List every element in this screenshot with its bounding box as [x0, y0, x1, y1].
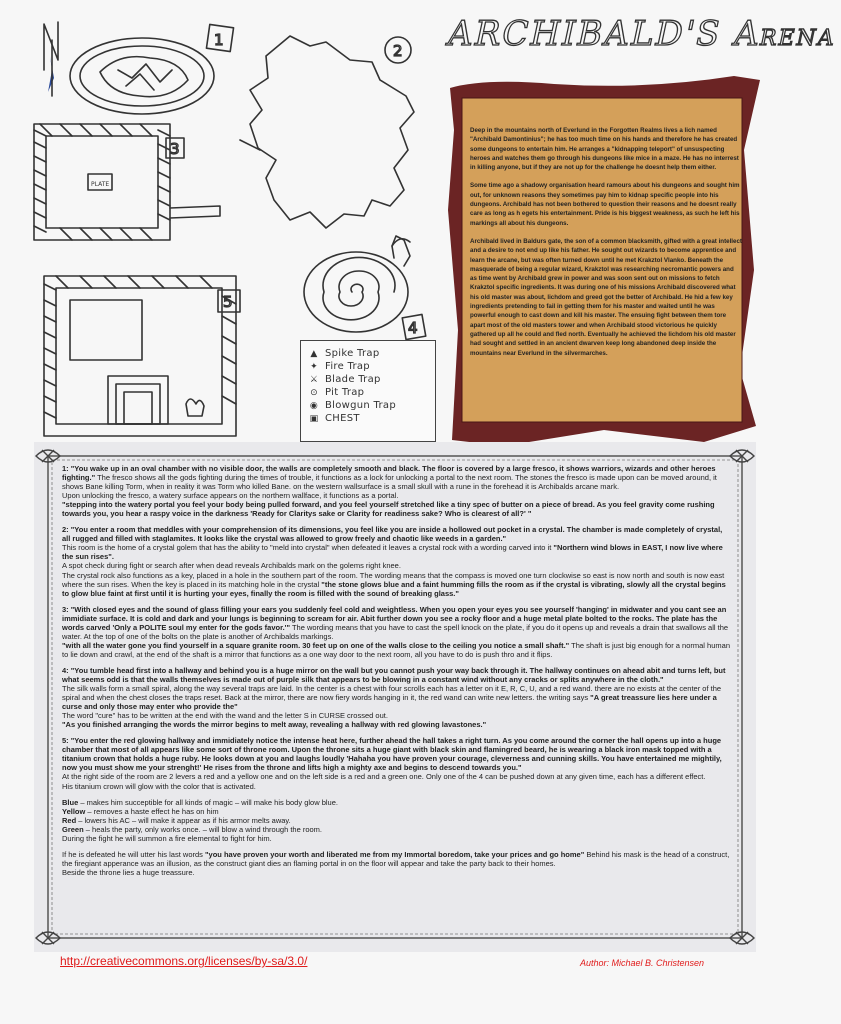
room-number-3: 3: [170, 140, 180, 158]
room-2-crystal-cave: [240, 36, 414, 228]
room-5-throne-room: [44, 276, 240, 436]
legend-item: ✦ Fire Trap: [310, 361, 370, 372]
room-3-granite-room: [34, 124, 220, 240]
ending-description: If he is defeated he will utter his last words "you have proven your worth and liberated me from my Immortal boredom, take your prices and go home" Behind his mask is the head of a construct, the firegiant apperance was an illusion, as the construct giant dies an flaming portal in on the floor will appear and take the party back to their homes. Beside the throne lies a huge treassure.: [62, 849, 730, 877]
blowgun-trap-icon: ◉: [309, 400, 319, 411]
room-3-plate-label: PLATE: [91, 181, 110, 188]
room-1-description: 1: "You wake up in an oval chamber with no visible door, the walls are completely smooth and black. The floor is covered by a large fresco, it shows warriors, wizards and other heroes fighting." The fresco shows all the gods fighting during the times of trouble, it functions as a lock for unlocking a portal to the next room. The stones the fresco is made upon can be moved around, it shows Bane killing Torm, when in reality it was Torm who killed Bane. on the western wallsurface is a small skull with a rune in the forehead it is Archibalds arcane mark. Upon unlocking the fresco, a watery surface appears on the northern wallface, it functions as a portal. "stepping into the watery portal you feel your body being pulled forward, and you feel yourself stretched like a tiny spec of butter on a piece of bread. As you feel gravity come rushing towards you, you hear a raspy voice in the darkness 'Ready for Claritys sake or Clarity for readiness sake? Who is clearest of all?' ": [62, 464, 717, 519]
fire-trap-icon: ✦: [310, 361, 318, 372]
room-5-description: 5: "You enter the red glowing hallway and immidiately notice the intense heat here, further ahead the hall takes a right turn. As you come around the corner the hall opens up into a huge chamber that most of all appears like some sort of throne room. Upon the throne sits a huge giant with black skin and flamingred beard, he is wearing a black iron mask topped with a titanium crown that holds a huge ruby. He looks down at you and laughs loudly 'Hahaha you have proven your courage, cleverness and cunning skills. You have entertained me mightily, now you must show me your strenght!' He rises from the throne and lifts high a mighty axe and begins to descend towards you." At the right side of the room are 2 levers a red and a yellow one and on the left side is a red and a green one. Only one of the 4 can be pushed down at any given time, each has a different effect. His titanium crown will glow with the color that is activated.: [62, 736, 722, 791]
lore-paragraph: Some time ago a shadowy organisation heard ramours about his dungeons and sought him out, for unknown reasons they sometimes pay him to kidnap specific people into his dungeons. Archibald has not been bothered to question their reasons and he doesnt really care as long as h egets his entertainment. Pride is his biggest weakness, as such he left his markings all about his dungeons.: [470, 182, 740, 227]
lore-paragraph: Archibald lived in Baldurs gate, the son of a common blacksmith, gifted with a great intellect and a desire to not end up like his father. He sought out wizards to become apprentice and learn the arcane, but was often turned down until he met Krakztol Vlanko. Beneath the masquerade of being a regular wizard, Krakztol was researching necromantic powers and as time went by Archibald grew in power and was soon sent out on missions to fetch Krakztol specific ingredients. It was during one of his missions Archibald discovered what his old master was about, lichdom and greed got the better of Archibald. He hid a few key ingredients pretending to fail in getting them for his master and waited until he was powerful enough to cast down and kill his master. The ensuing fight between them tore apart most of the old masters tower and when Archibald stood victorious he quickly gathered up all he could and fled north. Eventually he achieved the lichdom his old master had sought and settled in an ancient dwarven keep long abandoned deep inside the mountains near Everlund in the silvermarches.: [470, 237, 742, 357]
room-4-description: 4: "You tumble head first into a hallway and behind you is a huge mirror on the wall but you cannot push your way back through it. The hallway continues on ahead abit and turns left, but what seems odd is that the walls themselves is made out of purple silk that appears to be blowing in a constant wind without any cracks or splits anywhere in the cloth." The silk walls form a small spiral, along the way several traps are laid. In the center is a chest with four scrolls each has a letter on it E, R, C, U, and a red wand. there are no exists at the center of the spiral and when the chest closes the traps reset. Back at the mirror, there are now fiery words hanging in it, the red wand can write new letters. the writing says "A great treassure lies here under a curse and only those may enter who provide the" The word "cure" has to be written at the end with the wand and the letter S in CURSE crossed out. "As you finished arranging the words the mirror begins to melt away, revealing a hallway with red glowing lavastones.": [62, 665, 726, 730]
page-title: ARCHIBALD'S ARENA: [443, 14, 839, 54]
lever-effects: Blue – makes him succeptible for all kinds of magic – will make his body glow blue. Yellow – removes a haste effect he has on him Red – lowers his AC – will make it appear as if his armor melts away. Green – heals the party, only works once. – will blow a wind through the room. During the fight he will summon a fire elemental to fight for him.: [62, 797, 338, 843]
room-descriptions: [62, 464, 732, 944]
lore-paragraph: Deep in the mountains north of Everlund in the Forgotten Realms lives a lich named "Archibald Damontinius"; he has too much time on his hands and therefore he has created some dungeons to entertain him. He arranges a "kidnapping teleport" of unsuspecting heroes and watches them go through his dungeons like mice in a maze. He has no interrest in killing anyone, but if they are not up for the challenge he doesnt help them either.: [470, 127, 739, 172]
chest-icon: ▣: [309, 413, 319, 424]
spike-trap-icon: ▲: [310, 348, 318, 359]
room-descriptions-panel: [34, 442, 756, 952]
room-number-1: 1: [214, 31, 224, 49]
room-4-silk-spiral: [304, 236, 426, 340]
legend-item: ⊙ Pit Trap: [310, 387, 365, 398]
room-1-oval-chamber: [70, 24, 234, 114]
legend-item: ▣ CHEST: [309, 413, 360, 424]
legend-item: ⚔ Blade Trap: [309, 374, 381, 385]
legend-item: ▲ Spike Trap: [310, 348, 380, 359]
legend-item: ◉ Blowgun Trap: [309, 400, 396, 411]
lore-text: [470, 126, 742, 436]
room-number-5: 5: [223, 293, 233, 311]
room-3-description: 3: "With closed eyes and the sound of glass filling your ears you suddenly feel cold and weightless. When you open your eyes you see yourself 'hanging' in midwater and you cant see an immidiate surface. It is cold and dark and your lungs is beginning to scream for air. Abit further down you see a rocky floor and a huge metal plate bolted to the rocks. The plate has the words carved 'Only a POLITE soul my enter for the gods favor.'" The wording means that you have to cast the spell knock on the plate, if you do it opens up and reveals a drain that swallows all the water. At the top of one of the bolts on the plate is another of Archibalds markings. "with all the water gone you find yourself in a square granite room. 30 feet up on one of the walls close to the ceiling you notice a small shaft." The shaft is just big enough for a normal human to lie down and crawl, at the end of the shaft is a mirror that functions as a one way door to the next room, all you have to do is push thro and it flips.: [62, 604, 730, 659]
license-link[interactable]: http://creativecommons.org/licenses/by-sa/3.0/: [60, 954, 308, 968]
room-2-description: 2: "You enter a room that meddles with your comprehension of its dimensions, you feel like you are inside a hollowed out pocket in a crystal. The chamber is made completely of crystal, all rugged and filled with staglamites. It looks like the crystal was allowed to grow freely and chaotic like weeds in a garden." This room is the home of a crystal golem that has the ability to "meld into crystal" when defeated it leaves a crystal rock with a wording carved into it "Northern wind blows in EAST, I now live where the sun rises". A spot check during fight or search after when dead reveals Archibalds mark on the golems right knee. The crystal rock also functions as a key, placed in a hole in the southern part of the room. The wording means that the compass is moved one turn clockwise so east is now north and south is now east where the sun rises. When the key is placed in its matching hole in the crystal "the stone glows blue and a faint humming fills the room as if the crystal is vibrating, slowly all the crystal begins to glow blue faint at first until it is hurting your eyes, finally the room is filled with the sound of breaking glass.": [62, 525, 726, 598]
pit-trap-icon: ⊙: [310, 387, 318, 398]
trap-legend: [300, 340, 436, 442]
author-credit: Author: Michael B. Christensen: [580, 958, 705, 968]
blade-trap-icon: ⚔: [309, 374, 319, 385]
room-number-4: 4: [408, 319, 418, 337]
room-number-2: 2: [393, 42, 403, 60]
compass-north-icon: [44, 22, 58, 96]
